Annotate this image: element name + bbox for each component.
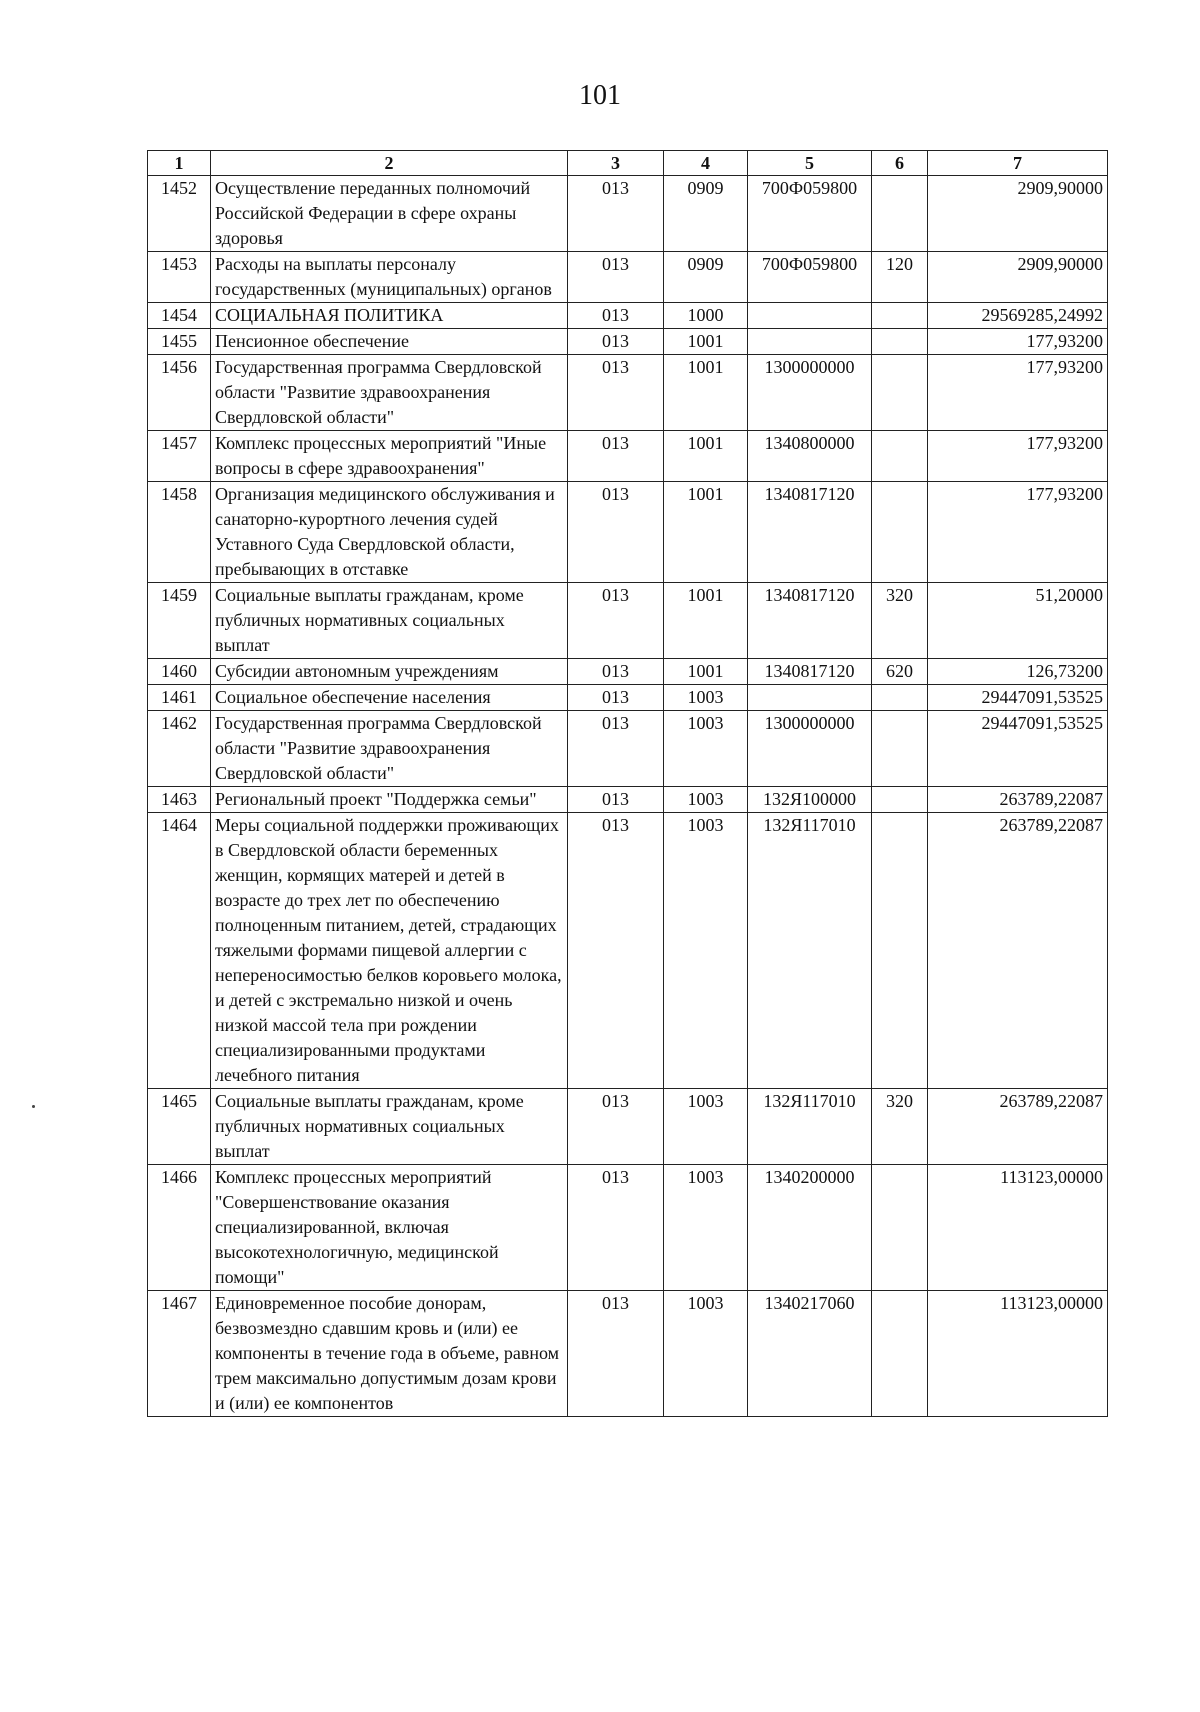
row-target-code: 1300000000 [748,711,872,787]
row-expense-type [872,482,928,583]
row-name: Региональный проект "Поддержка семьи" [211,787,568,813]
row-number: 1466 [148,1165,211,1291]
table-row [148,431,1108,482]
row-target-code: 132Я100000 [748,787,872,813]
row-section-code: 1003 [664,1291,748,1417]
row-amount: 29447091,53525 [928,711,1108,787]
row-number: 1460 [148,659,211,685]
column-header: 3 [568,151,664,176]
row-amount: 263789,22087 [928,1089,1108,1165]
row-expense-type: 320 [872,583,928,659]
row-expense-type [872,1165,928,1291]
row-name: Пенсионное обеспечение [211,329,568,355]
row-expense-type [872,329,928,355]
row-section-code: 1001 [664,329,748,355]
row-name: СОЦИАЛЬНАЯ ПОЛИТИКА [211,303,568,329]
row-amount: 2909,90000 [928,176,1108,252]
row-section-code: 1001 [664,355,748,431]
row-expense-type [872,787,928,813]
row-grbs-code: 013 [568,329,664,355]
row-number: 1462 [148,711,211,787]
scan-speck [32,1105,35,1108]
row-section-code: 1001 [664,482,748,583]
row-name: Субсидии автономным учреждениям [211,659,568,685]
row-section-code: 0909 [664,252,748,303]
row-amount: 51,20000 [928,583,1108,659]
row-number: 1465 [148,1089,211,1165]
row-amount: 29569285,24992 [928,303,1108,329]
row-section-code: 1003 [664,711,748,787]
row-section-code: 1003 [664,1165,748,1291]
row-target-code: 132Я117010 [748,1089,872,1165]
row-name: Государственная программа Свердловской области "Развитие здравоохранения Свердловской области" [211,711,568,787]
row-number: 1464 [148,813,211,1089]
row-name: Осуществление переданных полномочий Российской Федерации в сфере охраны здоровья [211,176,568,252]
row-amount: 263789,22087 [928,813,1108,1089]
table-row [148,1291,1108,1417]
row-grbs-code: 013 [568,355,664,431]
table-row [148,659,1108,685]
row-section-code: 1001 [664,659,748,685]
table-row [148,252,1108,303]
row-number: 1453 [148,252,211,303]
table-row [148,711,1108,787]
row-target-code: 1340200000 [748,1165,872,1291]
row-amount: 2909,90000 [928,252,1108,303]
row-expense-type [872,813,928,1089]
row-name: Комплекс процессных мероприятий "Совершенствование оказания специализированной, включая высокотехнологичную, медицинской помощи" [211,1165,568,1291]
row-number: 1461 [148,685,211,711]
row-expense-type: 120 [872,252,928,303]
column-header: 2 [211,151,568,176]
row-section-code: 1001 [664,431,748,482]
table-row [148,1089,1108,1165]
row-section-code: 1003 [664,813,748,1089]
column-header: 1 [148,151,211,176]
row-grbs-code: 013 [568,787,664,813]
row-amount: 177,93200 [928,431,1108,482]
row-name: Социальные выплаты гражданам, кроме публичных нормативных социальных выплат [211,1089,568,1165]
row-target-code: 1340817120 [748,583,872,659]
row-section-code: 1000 [664,303,748,329]
row-grbs-code: 013 [568,659,664,685]
row-grbs-code: 013 [568,685,664,711]
row-number: 1467 [148,1291,211,1417]
column-header: 6 [872,151,928,176]
row-amount: 126,73200 [928,659,1108,685]
row-target-code: 700Ф059800 [748,252,872,303]
row-section-code: 1003 [664,685,748,711]
table-row [148,787,1108,813]
row-number: 1454 [148,303,211,329]
row-number: 1463 [148,787,211,813]
row-grbs-code: 013 [568,482,664,583]
table-row [148,355,1108,431]
row-target-code [748,685,872,711]
row-expense-type [872,303,928,329]
table-row [148,482,1108,583]
row-amount: 29447091,53525 [928,685,1108,711]
row-amount: 177,93200 [928,355,1108,431]
table-row [148,303,1108,329]
row-target-code: 700Ф059800 [748,176,872,252]
row-number: 1456 [148,355,211,431]
row-grbs-code: 013 [568,1165,664,1291]
row-target-code: 1300000000 [748,355,872,431]
row-name: Государственная программа Свердловской области "Развитие здравоохранения Свердловской области" [211,355,568,431]
row-grbs-code: 013 [568,711,664,787]
row-number: 1452 [148,176,211,252]
row-grbs-code: 013 [568,813,664,1089]
row-amount: 177,93200 [928,329,1108,355]
row-amount: 113123,00000 [928,1291,1108,1417]
row-target-code: 132Я117010 [748,813,872,1089]
page-number: 101 [579,80,621,111]
row-number: 1459 [148,583,211,659]
row-target-code [748,329,872,355]
row-section-code: 1001 [664,583,748,659]
row-name: Социальные выплаты гражданам, кроме публичных нормативных социальных выплат [211,583,568,659]
header-row [148,151,1108,176]
column-header: 4 [664,151,748,176]
table-row [148,583,1108,659]
row-name: Единовременное пособие донорам, безвозмездно сдавшим кровь и (или) ее компоненты в течение года в объеме, равном трем максимально допустимым дозам крови и (или) ее компонентов [211,1291,568,1417]
row-expense-type [872,176,928,252]
row-target-code: 1340217060 [748,1291,872,1417]
row-grbs-code: 013 [568,1291,664,1417]
row-grbs-code: 013 [568,252,664,303]
budget-table [147,150,1108,1417]
column-header: 7 [928,151,1108,176]
row-target-code: 1340817120 [748,659,872,685]
table-row [148,685,1108,711]
row-expense-type [872,685,928,711]
row-expense-type [872,711,928,787]
row-grbs-code: 013 [568,431,664,482]
row-target-code [748,303,872,329]
row-name: Социальное обеспечение населения [211,685,568,711]
row-name: Организация медицинского обслуживания и санаторно-курортного лечения судей Уставного Суда Свердловской области, пребывающих в отставке [211,482,568,583]
row-target-code: 1340817120 [748,482,872,583]
row-grbs-code: 013 [568,1089,664,1165]
row-expense-type [872,355,928,431]
row-expense-type [872,1291,928,1417]
row-amount: 113123,00000 [928,1165,1108,1291]
row-expense-type: 320 [872,1089,928,1165]
row-grbs-code: 013 [568,303,664,329]
row-number: 1457 [148,431,211,482]
row-target-code: 1340800000 [748,431,872,482]
row-name: Расходы на выплаты персоналу государственных (муниципальных) органов [211,252,568,303]
row-expense-type [872,431,928,482]
row-name: Меры социальной поддержки проживающих в Свердловской области беременных женщин, кормящих матерей и детей в возрасте до трех лет по обеспечению полноценным питанием, детей, страдающих тяжелыми формами пищевой аллергии с непереносимостью белков коровьего молока, и детей с экстремально низкой и очень низкой массой тела при рождении специализированными продуктами лечебного питания [211,813,568,1089]
row-section-code: 0909 [664,176,748,252]
table-row [148,329,1108,355]
row-name: Комплекс процессных мероприятий "Иные вопросы в сфере здравоохранения" [211,431,568,482]
row-number: 1455 [148,329,211,355]
table-row [148,1165,1108,1291]
row-amount: 263789,22087 [928,787,1108,813]
row-number: 1458 [148,482,211,583]
row-expense-type: 620 [872,659,928,685]
table-row [148,176,1108,252]
row-grbs-code: 013 [568,176,664,252]
table-row [148,813,1108,1089]
row-grbs-code: 013 [568,583,664,659]
row-amount: 177,93200 [928,482,1108,583]
row-section-code: 1003 [664,787,748,813]
row-section-code: 1003 [664,1089,748,1165]
column-header: 5 [748,151,872,176]
